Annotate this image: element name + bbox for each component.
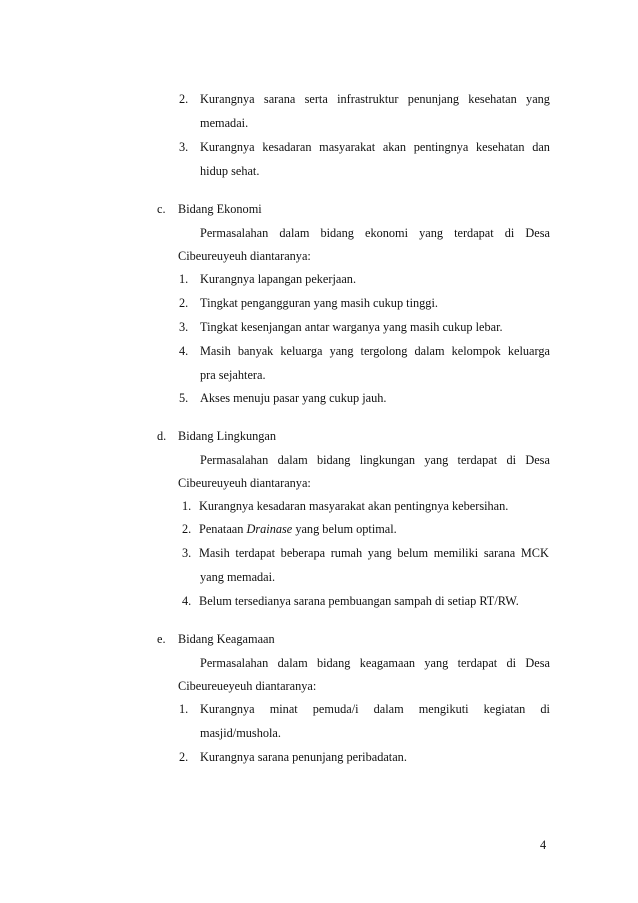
word: pemuda/i	[312, 702, 359, 716]
list-item-line: pra sejahtera.	[200, 368, 266, 382]
word: dalam	[277, 453, 308, 467]
word: Masih	[200, 344, 231, 358]
list-number: 1.	[179, 272, 189, 286]
list-number: 1.	[179, 702, 189, 716]
word: keluarga	[507, 344, 550, 358]
word: tergolong	[360, 344, 408, 358]
list-item-line	[199, 521, 397, 537]
list-item-line	[200, 139, 550, 155]
word: ekonomi	[365, 226, 409, 240]
word: di	[540, 702, 550, 716]
list-number: 2.	[179, 92, 189, 106]
list-item-line: yang memadai.	[200, 570, 276, 584]
word: terdapat	[457, 656, 498, 670]
paragraph-line: Cibeureuyeuh diantaranya:	[178, 249, 311, 263]
word: lingkungan	[359, 453, 416, 467]
list-item-line: Tingkat kesenjangan antar warganya yang masih cukup lebar.	[200, 320, 503, 334]
word: Kurangnya	[200, 140, 255, 154]
page-number: 4	[540, 838, 547, 852]
word: beberapa	[280, 546, 326, 560]
word: Masih	[199, 546, 230, 560]
section-heading: Bidang Ekonomi	[178, 202, 262, 216]
word: rumah	[330, 546, 363, 560]
list-item-line: Kurangnya lapangan pekerjaan.	[200, 272, 357, 286]
section-marker: e.	[157, 632, 166, 646]
list-item-line: memadai.	[200, 116, 249, 130]
word: MCK	[520, 546, 549, 560]
list-number: 1.	[182, 499, 192, 513]
section-marker: c.	[157, 202, 166, 216]
word: Kurangnya	[200, 92, 255, 106]
list-item-line: hidup sehat.	[200, 164, 260, 178]
word: infrastruktur	[337, 92, 399, 106]
list-number: 5.	[179, 391, 189, 405]
word: di	[504, 226, 515, 240]
word: kegiatan	[483, 702, 526, 716]
paragraph-line: Cibeureuyeuh diantaranya:	[178, 476, 311, 490]
word: sarana	[483, 546, 516, 560]
paragraph-line	[200, 655, 550, 671]
list-item-text: yang belum optimal.	[295, 522, 397, 536]
section-heading: Bidang Lingkungan	[178, 429, 277, 443]
word: serta	[304, 92, 328, 106]
word: dan	[532, 140, 550, 154]
word: yang	[424, 453, 449, 467]
list-item-line: Tingkat pengangguran yang masih cukup tinggi.	[200, 296, 438, 310]
word: yang	[526, 92, 550, 106]
word: terdapat	[235, 546, 276, 560]
word: Desa	[525, 656, 550, 670]
word: di	[506, 656, 517, 670]
word: sarana	[263, 92, 296, 106]
word: kesadaran	[262, 140, 312, 154]
list-item-line	[200, 343, 550, 359]
paragraph-line: Cibeureueyeuh diantaranya:	[178, 679, 317, 693]
word: Permasalahan	[200, 453, 269, 467]
list-item-line: Kurangnya kesadaran masyarakat akan pentingnya kebersihan.	[199, 499, 509, 513]
word: Permasalahan	[200, 656, 269, 670]
list-number: 3.	[179, 320, 189, 334]
list-item-line	[200, 91, 550, 107]
word: banyak	[237, 344, 274, 358]
word: Desa	[525, 453, 550, 467]
word: terdapat	[457, 453, 498, 467]
list-item-line: Belum tersedianya sarana pembuangan sampah di setiap RT/RW.	[199, 594, 519, 608]
list-number: 4.	[182, 594, 192, 608]
word: dalam	[279, 226, 310, 240]
word: Permasalahan	[200, 226, 269, 240]
list-number: 3.	[182, 546, 192, 560]
word: kelompok	[451, 344, 501, 358]
list-item-line: masjid/mushola.	[200, 726, 281, 740]
word: dalam	[373, 702, 404, 716]
word: minat	[269, 702, 298, 716]
word: kesehatan	[476, 140, 525, 154]
word: penunjang	[407, 92, 460, 106]
word: dalam	[277, 656, 308, 670]
list-item-line: Akses menuju pasar yang cukup jauh.	[200, 391, 387, 405]
word: yang	[419, 226, 444, 240]
section-heading: Bidang Keagamaan	[178, 632, 275, 646]
word: Kurangnya	[200, 702, 255, 716]
emphasized-term: Drainase	[246, 522, 293, 536]
list-number: 4.	[179, 344, 189, 358]
word: mengikuti	[418, 702, 469, 716]
word: masyarakat	[319, 140, 376, 154]
list-number: 2.	[179, 750, 189, 764]
word: yang	[329, 344, 354, 358]
paragraph-line	[200, 452, 550, 468]
word: bidang	[316, 453, 351, 467]
list-number: 2.	[179, 296, 189, 310]
word: Desa	[525, 226, 550, 240]
word: bidang	[320, 226, 354, 240]
word: akan	[382, 140, 407, 154]
list-item-text: Penataan	[199, 522, 244, 536]
word: kesehatan	[468, 92, 517, 106]
word: bidang	[316, 656, 351, 670]
word: terdapat	[454, 226, 494, 240]
word: dalam	[414, 344, 445, 358]
list-item-line	[200, 701, 550, 717]
word: memiliki	[433, 546, 479, 560]
word: di	[506, 453, 517, 467]
list-item-line: Kurangnya sarana penunjang peribadatan.	[200, 750, 407, 764]
word: belum	[397, 546, 429, 560]
word: keluarga	[280, 344, 323, 358]
section-marker: d.	[157, 429, 167, 443]
word: keagamaan	[359, 656, 416, 670]
list-item-line	[199, 545, 549, 561]
word: yang	[367, 546, 392, 560]
word: pentingnya	[413, 140, 469, 154]
paragraph-line	[200, 225, 550, 241]
word: yang	[424, 656, 449, 670]
list-number: 2.	[182, 522, 192, 536]
list-number: 3.	[179, 140, 189, 154]
